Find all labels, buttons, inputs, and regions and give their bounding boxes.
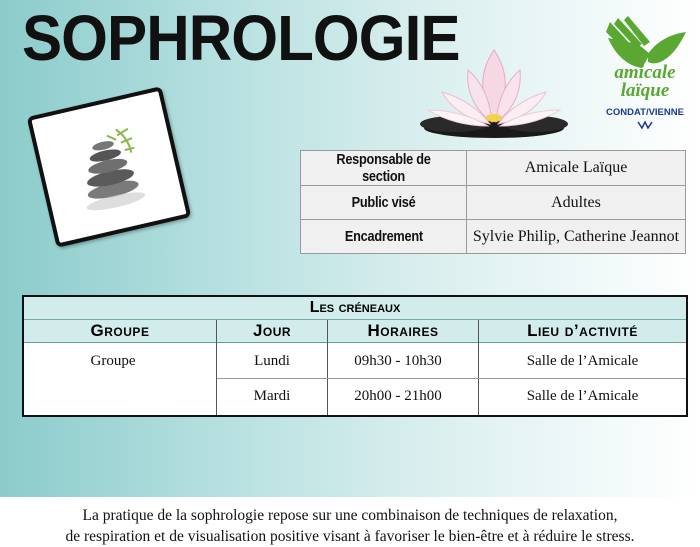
description-line: La pratique de la sophrologie repose sur une combinaison de techniques de relaxation, <box>82 507 618 524</box>
group-cell: Groupe <box>90 353 136 369</box>
header-jour: Jour <box>217 320 327 343</box>
info-label: Responsable de section <box>301 151 467 186</box>
info-value: Sylvie Philip, Catherine Jeannot <box>467 220 686 254</box>
row-divider <box>217 378 686 379</box>
logo-line1: amicale <box>614 62 676 83</box>
info-row <box>301 186 686 220</box>
info-row <box>301 220 686 254</box>
info-label: Public visé <box>301 186 467 220</box>
hours-cell: 09h30 - 10h30 <box>354 353 442 369</box>
hours-cell: 20h00 - 21h00 <box>354 388 442 404</box>
page-title: SOPHROLOGIE <box>22 2 460 74</box>
day-cell: Lundi <box>254 353 290 369</box>
info-value: Adultes <box>467 186 686 220</box>
schedule-title: Les créneaux <box>24 297 686 320</box>
logo-line2: laïque <box>620 80 670 101</box>
lotus-flower-image <box>418 40 570 140</box>
schedule-table <box>22 295 688 417</box>
header-groupe: Groupe <box>24 320 216 343</box>
info-label: Encadrement <box>301 220 467 254</box>
description-text <box>0 505 700 547</box>
day-cell: Mardi <box>253 388 291 404</box>
description-line: de respiration et de visualisation positive visant à favoriser le bien-être et à réduire le stress. <box>65 528 635 545</box>
info-table <box>300 150 686 254</box>
info-value: Amicale Laïque <box>467 151 686 186</box>
info-row <box>301 151 686 186</box>
amicale-laique-logo <box>598 14 692 136</box>
header-horaires: Horaires <box>328 320 478 343</box>
place-cell: Salle de l’Amicale <box>526 388 639 404</box>
logo-line3: CONDAT/VIENNE <box>606 107 684 118</box>
place-cell: Salle de l’Amicale <box>526 353 639 369</box>
header-lieu: Lieu d’activité <box>479 320 686 343</box>
